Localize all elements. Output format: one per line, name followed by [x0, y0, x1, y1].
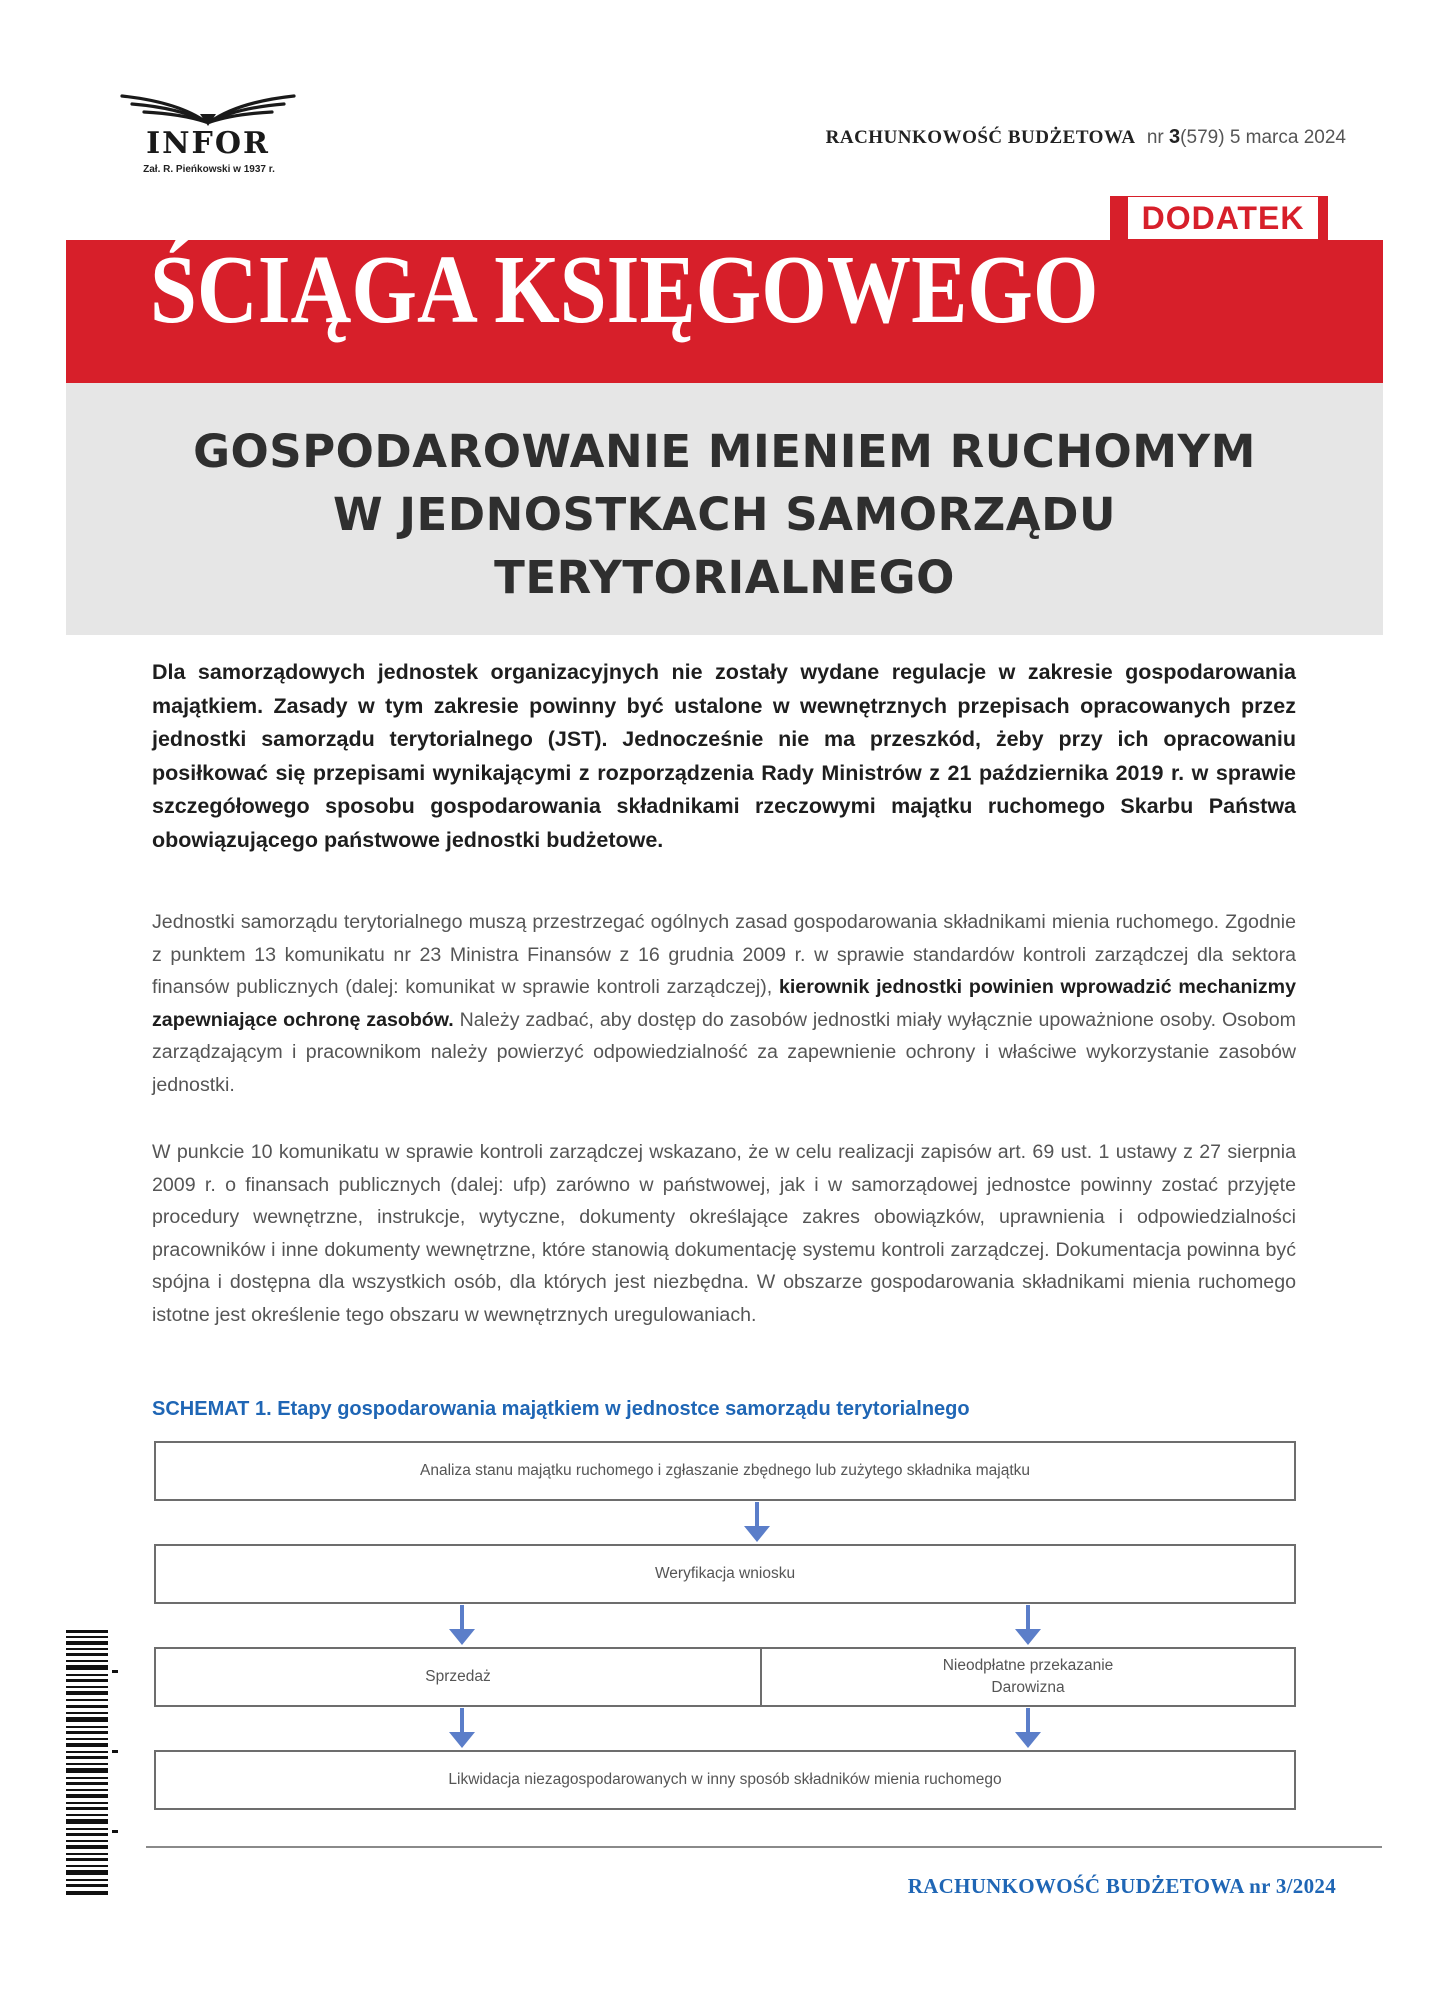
article-title-line: GOSPODAROWANIE MIENIEM RUCHOMYM [193, 425, 1256, 478]
publication-name: RACHUNKOWOŚĆ BUDŻETOWA [825, 127, 1136, 148]
footer-publication: RACHUNKOWOŚĆ BUDŻETOWA nr 3/2024 [907, 1874, 1336, 1898]
step-label: Darowizna [991, 1679, 1065, 1696]
arrow-down-icon [447, 1708, 477, 1750]
body-emphasis: kierownik jednostki powinien wprowadzić mechanizmy zapewniające ochronę zasobów. [152, 976, 1296, 1031]
arrow-down-icon [1013, 1708, 1043, 1750]
arrow-down-icon [447, 1605, 477, 1647]
body-text: Jednostki samorządu terytorialnego muszą przestrzegać ogólnych zasad gospodarowania składnikami mienia ruchomego. Zgodnie z punktem 13 komunikatu nr 23 Ministra Finansów z 16 grudnia 2009 r. w sprawie standardów kontroli zarządczej dla sektora finansów publicznych (dalej: komunikat w sprawie kontroli zarządczej), [152, 911, 1296, 998]
issue-nr-label: nr [1146, 127, 1164, 148]
body-text: Należy zadbać, aby dostęp do zasobów jednostki miały wyłącznie upoważnione osoby. Osobom zarządzającym i pracownikom należy powierzyć odpowiedzialność za zapewnienie ochrony i właściwe wykorzystanie zasobów jednostki. [152, 1008, 1296, 1096]
barcode-icon [66, 1630, 120, 1900]
schema-step-transfer [760, 1647, 1296, 1707]
step-label: Sprzedaż [425, 1668, 491, 1685]
body-paragraph: W punkcie 10 komunikatu w sprawie kontroli zarządczej wskazano, że w celu realizacji zapisów art. 69 ust. 1 ustawy z 27 sierpnia 2009 r. o finansach publicznych (dalej: ufp) zarówno w państwowej, jak i w samorządowej jednostce powinny zostać przyjęte procedury wewnętrzne, instrukcje, wytyczne, dokumenty określające zakres obowiązków, uprawnienia i odpowiedzialności pracowników i inne dokumenty wewnętrzne, które stanowią dokumentację systemu kontroli zarządczej. Dokumentacja powinna być spójna i dostępna dla wszystkich osób, dla których jest niezbędna. W obszarze gospodarowania składnikami mienia ruchomego istotne jest określenie tego obszaru w wewnętrznych uregulowaniach. [152, 1141, 1296, 1326]
logo-brand: INFOR [146, 126, 270, 161]
infor-logo [108, 84, 308, 180]
logo-subtitle: Zał. R. Pieńkowski w 1937 r. [143, 164, 275, 175]
arrow-down-icon [1013, 1605, 1043, 1647]
article-title [66, 420, 1383, 609]
schema-step-analysis [154, 1441, 1296, 1501]
step-label: Analiza stanu majątku ruchomego i zgłaszanie zbędnego lub zużytego składnika majątku [419, 1462, 1031, 1479]
step-label: Likwidacja niezagospodarowanych w inny sposób składników mienia ruchomego [448, 1771, 1002, 1788]
article-title-line: TERYTORIALNEGO [494, 551, 955, 604]
issue-cumulative: (579) [1180, 127, 1225, 148]
supplement-tag: DODATEK [1128, 197, 1318, 239]
article-title-line: W JEDNOSTKACH SAMORZĄDU [333, 488, 1116, 541]
issue-date: 5 marca 2024 [1229, 127, 1346, 148]
arrow-down-icon [742, 1502, 772, 1544]
body-paragraph [152, 906, 1296, 1101]
schema-step-liquidation [154, 1750, 1296, 1810]
issue-line [826, 126, 1346, 149]
schema-title: SCHEMAT 1. Etapy gospodarowania majątkiem w jednostce samorządu terytorialnego [152, 1398, 970, 1420]
schema-step-verification [154, 1544, 1296, 1604]
supplement-title: ŚCIĄGA KSIĘGOWEGO [150, 236, 1099, 344]
schema-step-sale [154, 1647, 762, 1707]
step-label: Nieodpłatne przekazanie [942, 1657, 1114, 1674]
step-label: Weryfikacja wniosku [654, 1565, 796, 1582]
lead-paragraph: Dla samorządowych jednostek organizacyjnych nie zostały wydane regulacje w zakresie gospodarowania majątkiem. Zasady w tym zakresie powinny być ustalone w wewnętrznych przepisach opracowanych przez jednostki samorządu terytorialnego (JST). Jednocześnie nie ma przeszkód, żeby przy ich opracowaniu posiłkować się przepisami wynikającymi z rozporządzenia Rady Ministrów z 21 października 2019 r. w sprawie szczegółowego sposobu gospodarowania składnikami rzeczowymi majątku ruchomego Skarbu Państwa obowiązującego państwowe jednostki budżetowe. [152, 660, 1296, 852]
step-label-group [943, 1655, 1114, 1699]
issue-number: 3 [1169, 126, 1181, 148]
wings-icon [108, 84, 308, 128]
footer-rule [146, 1846, 1382, 1848]
